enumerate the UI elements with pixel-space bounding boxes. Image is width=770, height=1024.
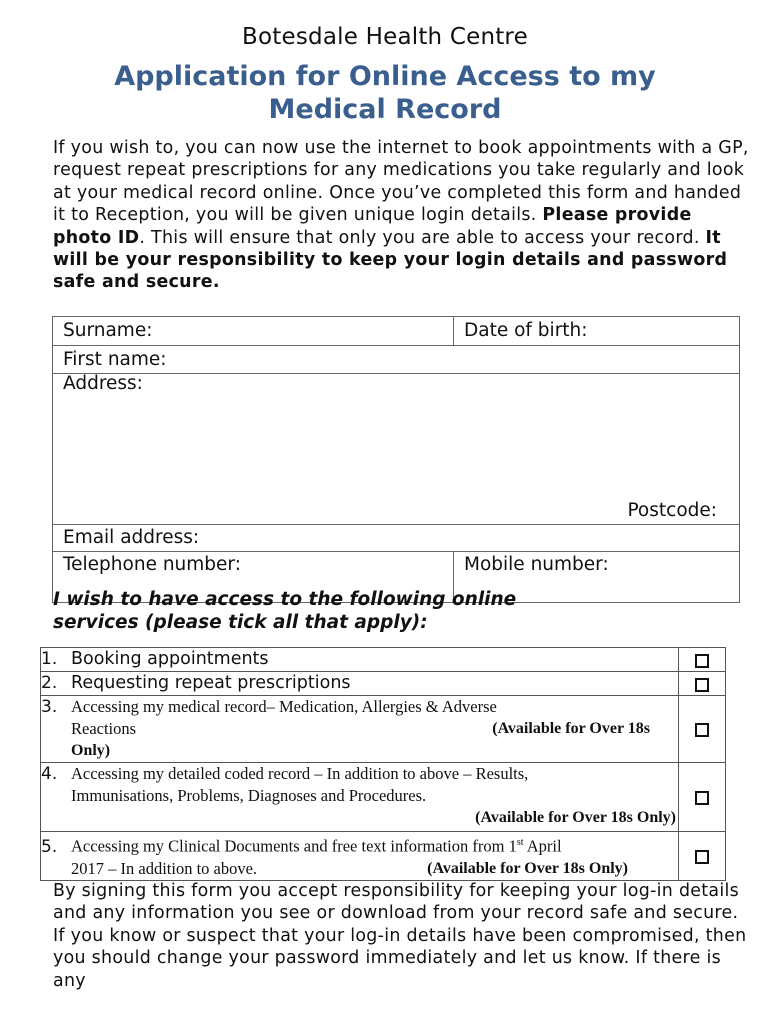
service-number: 5.: [41, 836, 58, 857]
service-cell-3: [679, 696, 726, 763]
service-label-5: [41, 832, 679, 881]
service-line-1b: April: [523, 836, 562, 856]
service-line-2: Reactions: [71, 719, 137, 738]
checkbox-detailed-coded-record[interactable]: [695, 791, 709, 805]
services-heading-line-1: I wish to have access to the following online: [53, 589, 517, 610]
intro-text-2: . This will ensure that only you are able to access your record.: [139, 227, 706, 248]
services-heading: [53, 588, 753, 634]
email-field[interactable]: [53, 525, 740, 552]
service-label-4: [41, 763, 679, 832]
intro-bold-1: Please provide photo ID: [53, 205, 692, 248]
service-label-1: [41, 648, 679, 672]
service-cell-1: [679, 648, 726, 672]
services-table: [40, 647, 726, 881]
availability-note: (Available for Over 18s: [492, 720, 650, 737]
email-label: Email address:: [63, 527, 200, 548]
service-cell-2: [679, 672, 726, 696]
title-line-1: Application for Online Access to my: [114, 61, 656, 92]
intro-paragraph: [53, 137, 753, 294]
centre-name: Botesdale Health Centre: [242, 24, 528, 50]
address-field[interactable]: [53, 374, 740, 525]
service-line-1: Accessing my detailed coded record – In addition to above – Results,: [71, 764, 529, 783]
dob-field[interactable]: [454, 317, 740, 346]
surname-field[interactable]: [53, 317, 454, 346]
service-number: 4.: [41, 764, 58, 784]
service-label-2: [41, 672, 679, 696]
availability-note: (Available for Over 18s Only): [427, 859, 628, 877]
service-label-3: [41, 696, 679, 763]
service-row-2: [41, 672, 726, 696]
intro-text-1: If you wish to, you can now use the internet to book appointments with a GP, request repeat prescriptions for any medications you take regularly and look at your medical record online. Once you’ve completed this form and handed it to Reception, you will be given unique login details.: [53, 138, 749, 226]
service-row-5: [41, 832, 726, 881]
address-label: Address:: [63, 373, 143, 394]
service-number: 3.: [41, 697, 58, 717]
service-text: Booking appointments: [71, 649, 269, 669]
personal-details-form: [52, 316, 740, 603]
title-line-2: Medical Record: [268, 94, 502, 125]
mobile-label: Mobile number:: [464, 554, 609, 575]
checkbox-medical-record[interactable]: [695, 723, 709, 737]
checkbox-repeat-prescriptions[interactable]: [695, 678, 709, 692]
service-line-2: 2017 – In addition to above.: [71, 858, 258, 878]
services-heading-line-2: services (please tick all that apply):: [53, 612, 428, 633]
service-cell-4: [679, 763, 726, 832]
ordinal-suffix: st: [516, 837, 524, 848]
checkbox-booking-appointments[interactable]: [695, 654, 709, 668]
service-row-4: [41, 763, 726, 832]
telephone-label: Telephone number:: [63, 554, 241, 575]
availability-note: (Available for Over 18s Only): [475, 809, 676, 826]
closing-paragraph: By signing this form you accept responsibility for keeping your log-in details and any information you see or download from your record safe and secure. If you know or suspect that your log-in details have been compromised, then you should change your password immediately and let us know. If there is any: [53, 881, 747, 991]
service-row-1: [41, 648, 726, 672]
service-line-2: Immunisations, Problems, Diagnoses and Procedures.: [71, 786, 427, 805]
surname-label: Surname:: [63, 320, 153, 341]
checkbox-clinical-documents[interactable]: [695, 850, 709, 864]
service-line-1a: Accessing my Clinical Documents and free text information from 1: [71, 836, 517, 856]
service-row-3: [41, 696, 726, 763]
service-text: Requesting repeat prescriptions: [71, 673, 351, 693]
first-name-label: First name:: [63, 349, 167, 370]
service-cell-5: [679, 832, 726, 881]
service-number: 2.: [41, 673, 58, 693]
intro-bold-2: It will be your responsibility to keep your login details and password safe and secure.: [53, 227, 728, 293]
service-number: 1.: [41, 649, 58, 669]
page-title: [60, 60, 710, 126]
availability-note-end: Only): [71, 742, 111, 759]
dob-label: Date of birth:: [464, 320, 588, 341]
postcode-label: Postcode:: [627, 500, 717, 521]
service-line-1: Accessing my medical record– Medication, Allergies & Adverse: [71, 697, 497, 716]
